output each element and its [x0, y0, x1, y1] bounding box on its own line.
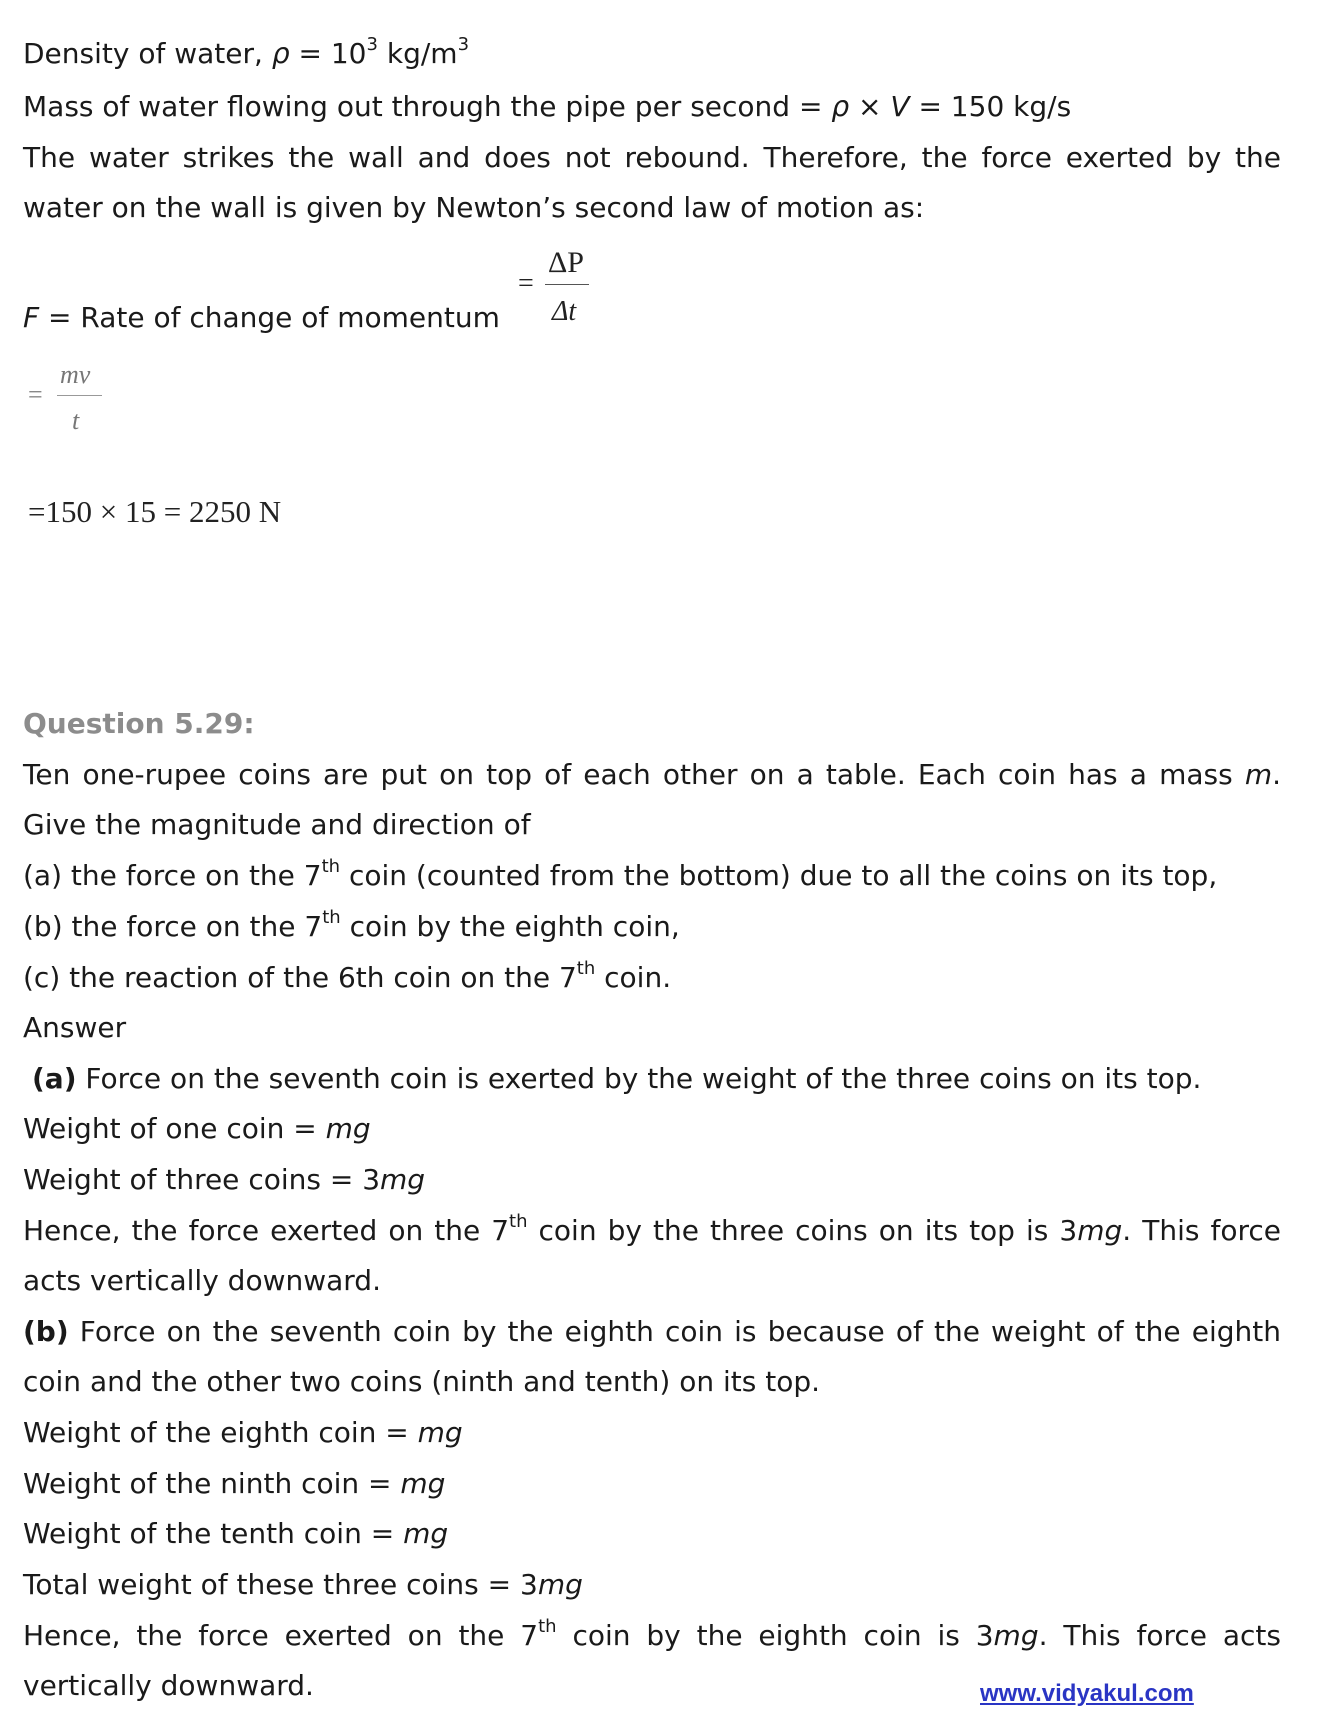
wall-paragraph-line-1: The water strikes the wall and does not rebound. Therefore, the force exerted by the: [23, 141, 1281, 174]
result-equation: =150 × 15 = 2250 N: [28, 494, 282, 529]
weight-ninth-coin: Weight of the ninth coin = mg: [23, 1467, 446, 1500]
hence-part-a-line-2: acts vertically downward.: [23, 1264, 381, 1297]
question-part-c: (c) the reaction of the 6th coin on the 7th coin.: [23, 957, 672, 994]
force-equation-numerator: ΔP: [548, 246, 584, 279]
answer-part-b-line-1: (b) Force on the seventh coin by the eighth coin is because of the weight of the eighth: [23, 1315, 1281, 1348]
mv-equation-denominator: t: [72, 406, 80, 435]
force-equation-denominator: Δt: [552, 296, 577, 327]
question-part-a: (a) the force on the 7th coin (counted from the bottom) due to all the coins on its top,: [23, 855, 1218, 892]
answer-part-a: (a) Force on the seventh coin is exerted by the weight of the three coins on its top.: [32, 1062, 1202, 1095]
force-equation-fraction-bar: [545, 284, 589, 285]
weight-eighth-coin: Weight of the eighth coin = mg: [23, 1416, 463, 1449]
answer-label: Answer: [23, 1011, 127, 1044]
answer-part-b-line-2: coin and the other two coins (ninth and tenth) on its top.: [23, 1365, 821, 1398]
weight-one-coin: Weight of one coin = mg: [23, 1112, 371, 1145]
question-intro-line-1: Ten one-rupee coins are put on top of each other on a table. Each coin has a mass m.: [23, 758, 1281, 791]
total-weight: Total weight of these three coins = 3mg: [23, 1568, 583, 1601]
mv-equation-equals: =: [28, 380, 43, 409]
force-equation-equals: =: [518, 268, 534, 299]
hence-part-a-line-1: Hence, the force exerted on the 7th coin by the three coins on its top is 3mg. This force: [23, 1210, 1281, 1247]
mass-flow-line: Mass of water flowing out through the pipe per second = ρ × V = 150 kg/s: [23, 90, 1072, 123]
force-equation-lhs: F = Rate of change of momentum: [23, 301, 500, 334]
hence-part-b-line-1: Hence, the force exerted on the 7th coin by the eighth coin is 3mg. This force acts: [23, 1615, 1281, 1652]
weight-three-coins: Weight of three coins = 3mg: [23, 1163, 426, 1196]
mv-equation-numerator: mv: [60, 360, 91, 389]
hence-part-b-line-2: vertically downward.: [23, 1669, 314, 1702]
question-heading: Question 5.29:: [23, 707, 255, 740]
wall-paragraph-line-2: water on the wall is given by Newton’s second law of motion as:: [23, 191, 925, 224]
question-intro-line-2: Give the magnitude and direction of: [23, 808, 531, 841]
weight-tenth-coin: Weight of the tenth coin = mg: [23, 1517, 449, 1550]
question-part-b: (b) the force on the 7th coin by the eighth coin,: [23, 906, 680, 943]
vidyakul-link[interactable]: www.vidyakul.com: [980, 1680, 1194, 1707]
mv-equation-fraction-bar: [57, 395, 102, 396]
density-line: Density of water, $\rho = 10^3$ $kg/m^3$: [23, 33, 470, 70]
